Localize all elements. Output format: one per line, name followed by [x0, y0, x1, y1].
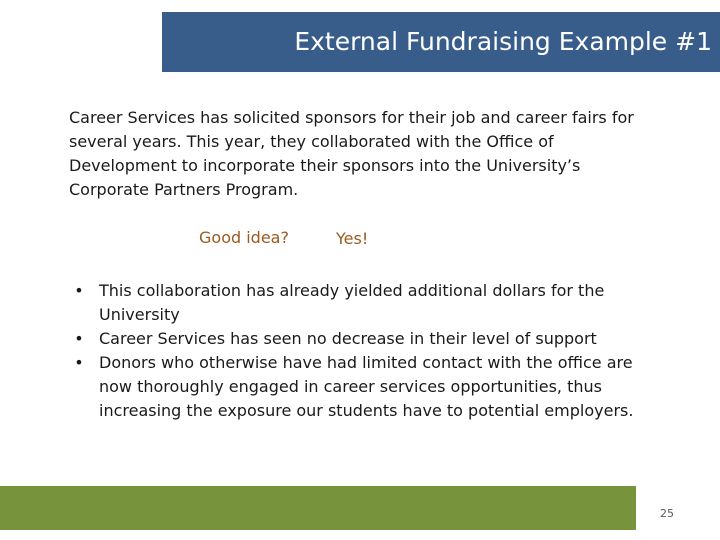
bullet-icon: •: [74, 353, 84, 372]
bullet-text: Donors who otherwise have had limited contact with the office are now thoroughly engaged in career services opportunities, thus increasing the exposure our students have to potential employers.: [99, 353, 634, 420]
bullet-icon: •: [74, 329, 84, 348]
answer-text: Yes!: [336, 229, 369, 248]
bullet-text: Career Services has seen no decrease in their level of support: [99, 329, 597, 348]
page-number: 25: [660, 507, 674, 520]
footer-bar: [0, 486, 636, 530]
slide-title: External Fundraising Example #1: [294, 27, 712, 56]
intro-paragraph: Career Services has solicited sponsors for their job and career fairs for several years. This year, they collaborated with the Office of Development to incorporate their sponsors into the University’s Corporate Partners Program.: [69, 108, 634, 199]
bullet-list: [72, 279, 652, 423]
bullet-icon: •: [74, 281, 84, 300]
bullet-item: [72, 351, 652, 423]
bullet-text: This collaboration has already yielded additional dollars for the University: [99, 281, 605, 324]
title-bar: [162, 12, 720, 72]
question-text: Good idea?: [199, 228, 289, 247]
bullet-item: [72, 327, 652, 351]
bullet-item: [72, 279, 652, 327]
